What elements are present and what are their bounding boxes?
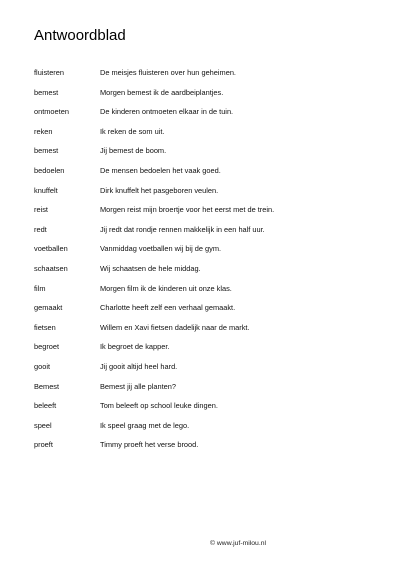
answer-sentence: Charlotte heeft zelf een verhaal gemaakt. <box>100 303 236 313</box>
list-item <box>34 224 394 244</box>
list-item <box>34 67 394 87</box>
answer-sentence: De meisjes fluisteren over hun geheimen. <box>100 68 236 77</box>
answer-sentence: Jij redt dat rondje rennen makkelijk in een half uur. <box>100 224 265 234</box>
list-item <box>34 420 394 440</box>
answer-word: speel <box>34 420 52 430</box>
answer-sentence: Dirk knuffelt het pasgeboren veulen. <box>100 185 219 195</box>
answer-sentence: Morgen bemest ik de aardbeiplantjes. <box>100 87 224 97</box>
answer-word: fietsen <box>34 322 56 332</box>
answer-sentence: Jij bemest de boom. <box>100 146 167 156</box>
answer-word: reken <box>34 126 53 136</box>
answer-word: voetballen <box>34 244 68 254</box>
answer-sentence: Wij schaatsen de hele middag. <box>100 263 201 273</box>
answer-sentence: Willem en Xavi fietsen dadelijk naar de markt. <box>100 322 250 332</box>
list-item <box>34 263 394 283</box>
list-item <box>34 185 394 205</box>
answer-sentence: Tom beleeft op school leuke dingen. <box>100 401 218 411</box>
answer-sentence: Bemest jij alle planten? <box>100 381 177 391</box>
answer-sentence: Ik begroet de kapper. <box>100 342 170 352</box>
answer-sentence: Morgen reist mijn broertje voor het eerst met de trein. <box>100 205 275 215</box>
list-item <box>34 87 394 107</box>
answer-list <box>34 67 394 459</box>
list-item <box>34 243 394 263</box>
list-item <box>34 381 394 401</box>
answer-word: schaatsen <box>34 263 68 273</box>
answer-word: Bemest <box>34 381 60 391</box>
answer-sentence: De kinderen ontmoeten elkaar in de tuin. <box>100 107 234 117</box>
answer-sentence: Ik speel graag met de lego. <box>100 420 190 430</box>
list-item <box>34 165 394 185</box>
answer-word: knuffelt <box>34 185 58 195</box>
answer-word: fluisteren <box>34 68 64 77</box>
answer-sentence: Timmy proeft het verse brood. <box>100 440 199 450</box>
list-item <box>34 400 394 420</box>
answer-word: bemest <box>34 87 59 97</box>
answer-word: gemaakt <box>34 303 63 313</box>
answer-word: gooit <box>34 361 51 371</box>
list-item <box>34 322 394 342</box>
answer-sentence: Ik reken de som uit. <box>100 126 165 136</box>
list-item <box>34 361 394 381</box>
list-item <box>34 283 394 303</box>
answer-word: film <box>34 283 46 293</box>
list-item <box>34 145 394 165</box>
answer-sentence: De mensen bedoelen het vaak goed. <box>100 165 221 175</box>
answer-word: bedoelen <box>34 165 65 175</box>
list-item <box>34 341 394 361</box>
answer-sentence: Jij gooit altijd heel hard. <box>100 361 178 371</box>
list-item <box>34 204 394 224</box>
list-item <box>34 439 394 459</box>
answer-word: bemest <box>34 146 59 156</box>
page-title: Antwoordblad <box>34 27 126 44</box>
answer-word: beleeft <box>34 401 57 411</box>
answer-sentence: Vanmiddag voetballen wij bij de gym. <box>100 244 222 254</box>
answer-word: ontmoeten <box>34 107 69 117</box>
answer-word: reist <box>34 205 48 215</box>
list-item <box>34 106 394 126</box>
answer-word: begroet <box>34 342 60 352</box>
answer-sentence: Morgen film ik de kinderen uit onze klas. <box>100 283 232 293</box>
footer-copyright: © www.juf-milou.nl <box>210 540 266 547</box>
list-item <box>34 302 394 322</box>
list-item <box>34 126 394 146</box>
answer-word: proeft <box>34 440 53 450</box>
answer-word: redt <box>34 224 47 234</box>
